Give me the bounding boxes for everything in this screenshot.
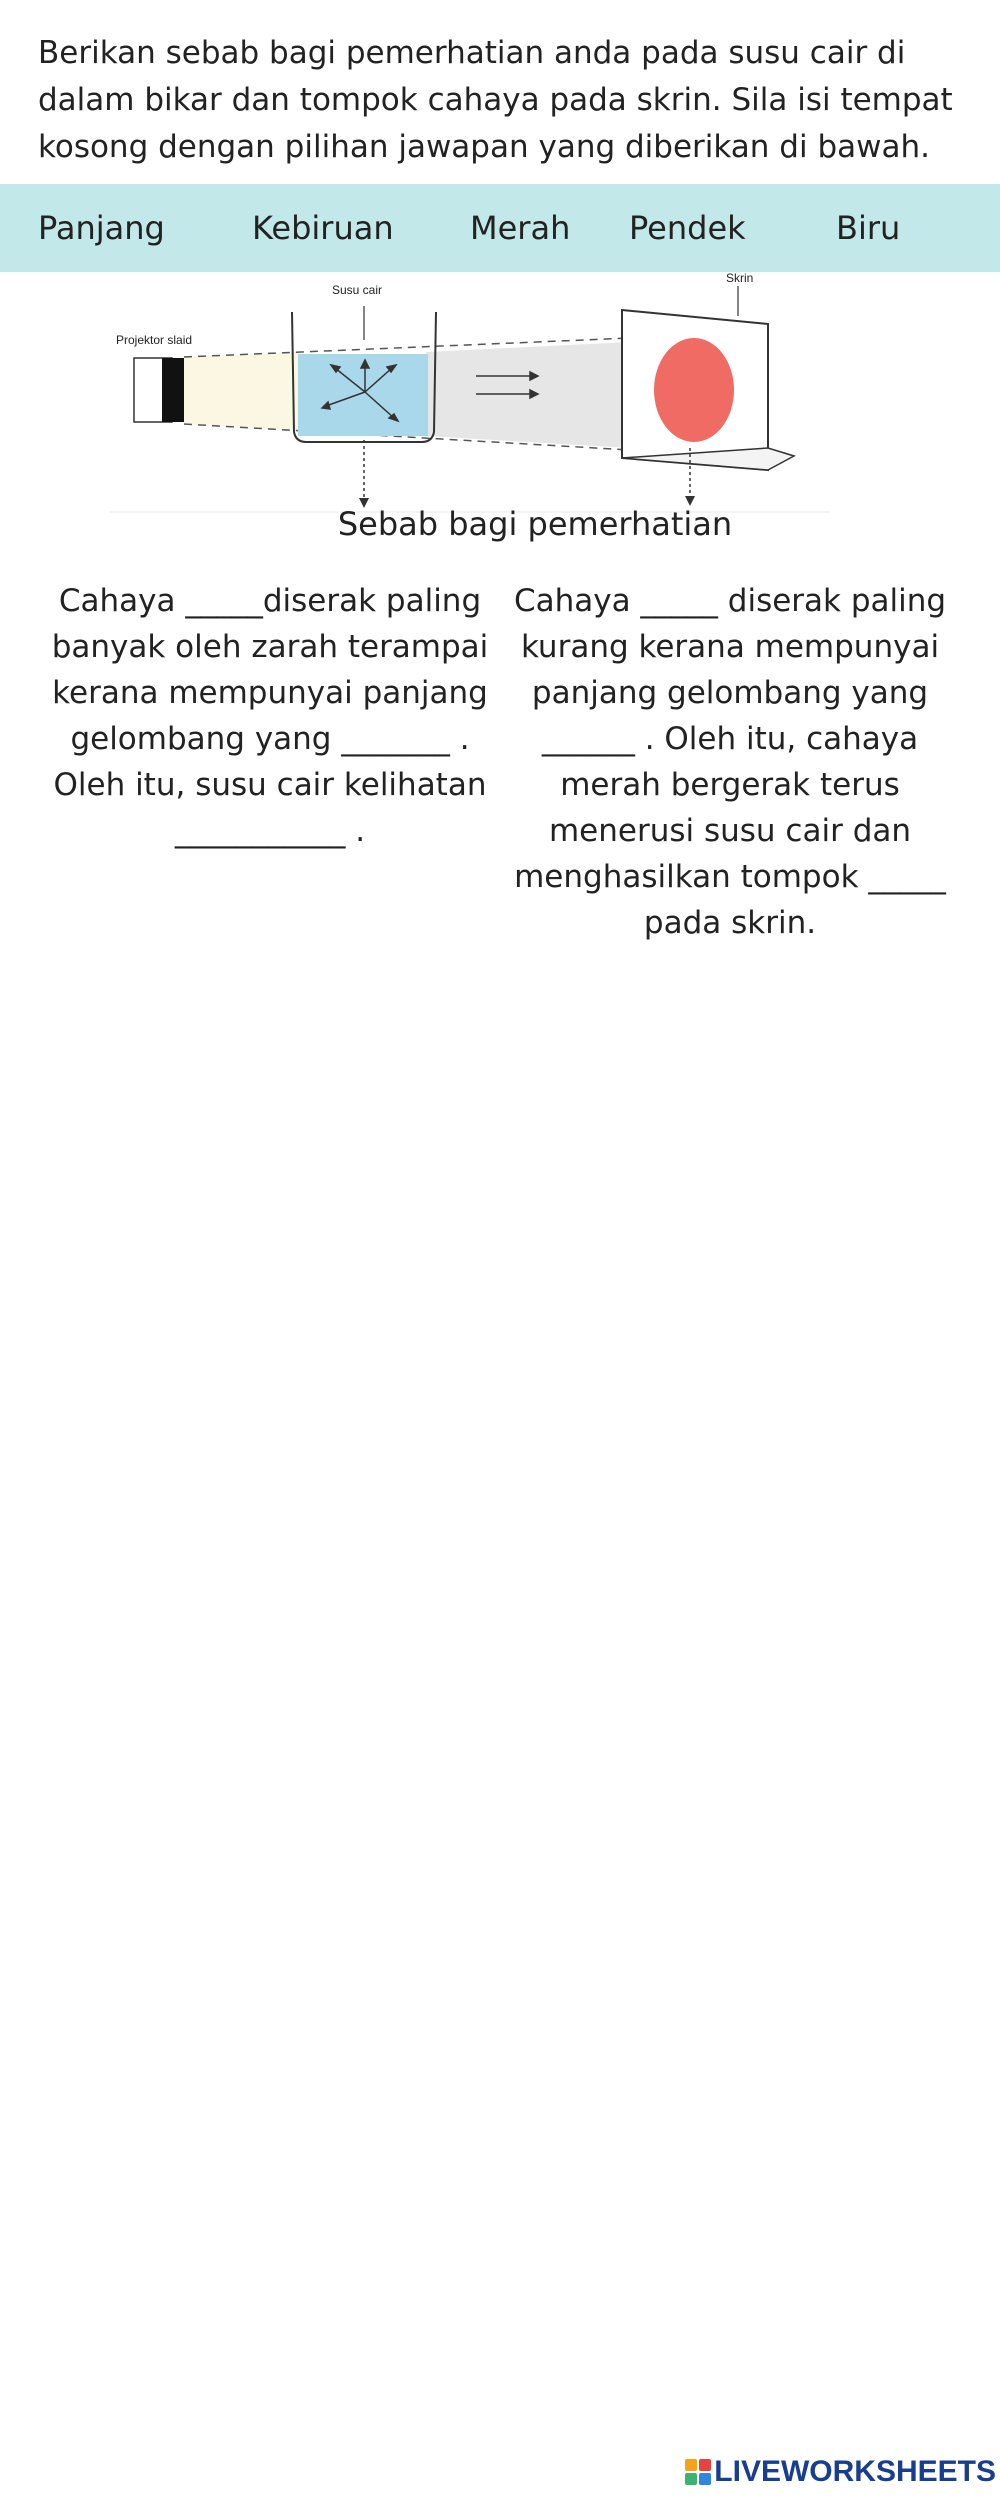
diagram-svg — [110, 272, 830, 514]
red-light-spot — [654, 338, 734, 442]
projector-lens — [162, 358, 184, 422]
left-fill-in-paragraph: Cahaya _____diserak paling banyak oleh zarah terampai kerana mempunyai panjang gelombang yang _______ . Oleh itu, susu cair kelihatan ___________ . — [51, 583, 489, 849]
liveworksheets-logo-icon — [684, 2458, 712, 2486]
liveworksheets-brand[interactable] — [684, 2452, 996, 2492]
light-beam-far — [426, 342, 630, 448]
answer-options-bar — [0, 184, 1000, 272]
milk-label: Susu cair — [332, 283, 383, 297]
projector-label: Projektor slaid — [116, 333, 193, 347]
brand-text: LIVEWORKSHEETS — [714, 2455, 996, 2488]
option-pendek[interactable]: Pendek — [629, 209, 746, 247]
light-beam-near — [184, 352, 300, 430]
option-kebiruan[interactable]: Kebiruan — [252, 209, 394, 247]
scattering-diagram — [110, 272, 830, 514]
option-panjang[interactable]: Panjang — [38, 209, 165, 247]
right-fill-in-paragraph: Cahaya _____ diserak paling kurang kerana mempunyai panjang gelombang yang ______ . Oleh itu, cahaya merah bergerak terus menerusi susu cair dan menghasilkan tompok _____ pada skrin. — [513, 583, 947, 941]
instructions-text: Berikan sebab bagi pemerhatian anda pada susu cair di dalam bikar dan tompok cahaya pada skrin. Sila isi tempat kosong dengan pilihan jawapan yang diberikan di bawah. — [38, 35, 953, 165]
screen-label: Skrin — [726, 272, 754, 285]
option-biru[interactable]: Biru — [836, 209, 901, 247]
option-merah[interactable]: Merah — [470, 209, 571, 247]
cause-heading: Sebab bagi pemerhatian — [337, 505, 733, 543]
